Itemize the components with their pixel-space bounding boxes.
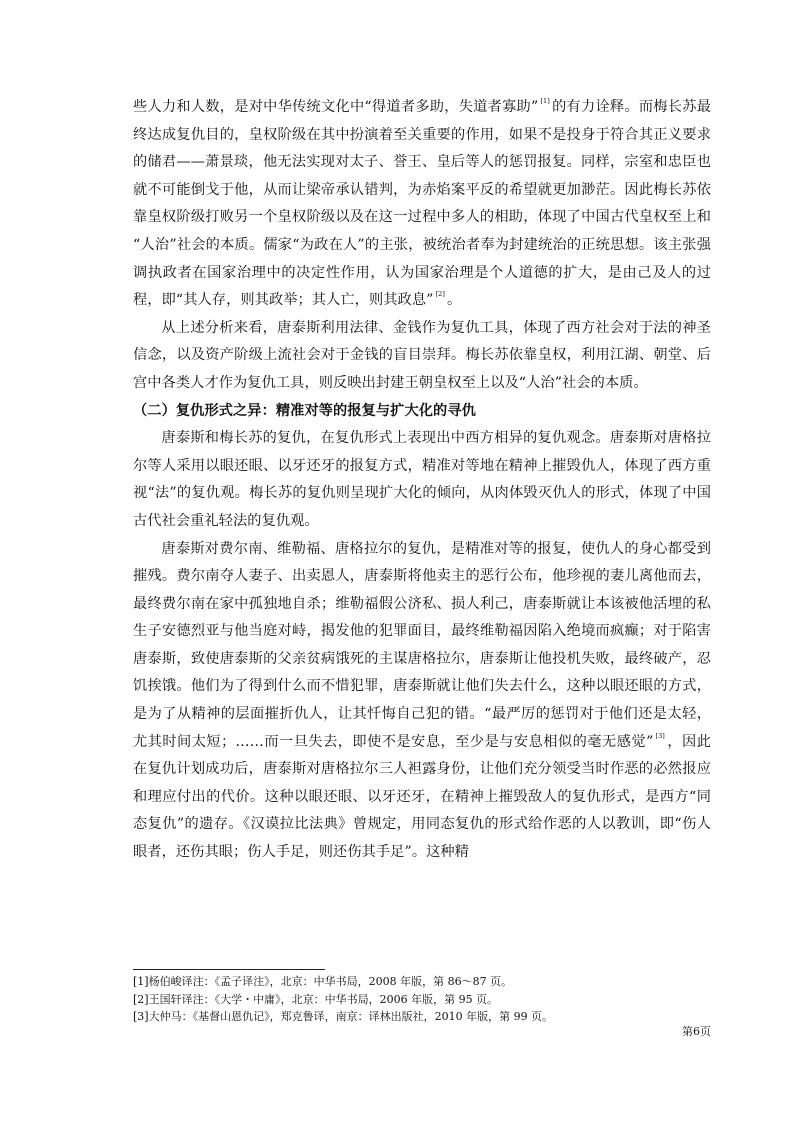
footnote-2: [2]王国轩译注：《大学・中庸》，北京：中华书局，2006 年版，第 95 页。 [133, 992, 499, 1006]
footnote-divider [133, 969, 325, 970]
paragraph-1-text-b: 的有力诠释。而梅长苏最终达成复仇目的，皇权阶级在其中扮演着至关重要的作用，如果不是投身于符合其正义要求的储君——萧景琰，他无法实现对太子、誉王、皇后等人的惩罚报复。同样，宗室和忠臣也就不可能倒戈于他，从而让梁帝承认错判，为赤焰案平反的希望就更加渺茫。因此梅长苏依靠皇权阶级打败另一个皇权阶级以及在这一过程中多人的相助，体现了中国古代皇权至上和 “人治”社会的本质。儒家“为政在人”的主张，被统治者奉为封建统治的正统思想。该主张强调执政者在国家治理中的决定性作用，认为国家治理是个人道德的扩大，是由己及人的过程，即“其人存，则其政举；其人亡，则其政息” [133, 99, 711, 309]
footnote-ref-3[interactable]: [3] [655, 731, 665, 740]
section-heading: （二）复仇形式之异：精准对等的报复与扩大化的寻仇 [133, 402, 476, 419]
paragraph-4 [133, 536, 711, 867]
paragraph-3: 唐泰斯和梅长苏的复仇，在复仇形式上表现出中西方相异的复仇观念。唐泰斯对唐格拉尔等人采用以眼还眼、以牙还牙的报复方式，精准对等地在精神上摧毁仇人，体现了西方重视“法”的复仇观。梅长苏的复仇则呈现扩大化的倾向，从肉体毁灭仇人的形式，体现了中国古代社会重礼轻法的复仇观。 [133, 430, 711, 529]
footnote-ref-2[interactable]: [2] [435, 290, 445, 299]
paragraph-2: 从上述分析来看，唐泰斯利用法律、金钱作为复仇工具，体现了西方社会对于法的神圣信念，以及资产阶级上流社会对于金钱的盲目崇拜。梅长苏依靠皇权，利用江湖、朝堂、后宫中各类人才作为复仇工具，则反映出封建王朝皇权至上以及“人治”社会的本质。 [133, 319, 711, 391]
paragraph-4-text-a: 唐泰斯对费尔南、维勒福、唐格拉尔的复仇，是精准对等的报复，使仇人的身心都受到摧残。费尔南夺人妻子、出卖恩人，唐泰斯将他卖主的恶行公布，他珍视的妻儿离他而去，最终费尔南在家中孤独地自杀；维勒福假公济私、损人利己，唐泰斯就让本该被他活埋的私生子安德烈亚与他当庭对峙，揭发他的犯罪面目，最终维勒福因陷入绝境而疯癫；对于陷害唐泰斯，致使唐泰斯的父亲贫病饿死的主谋唐格拉尔，唐泰斯让他投机失败，最终破产，忍饥挨饿。他们为了得到什么而不惜犯罪，唐泰斯就让他们失去什么，这种以眼还眼的方式，是为了从精神的层面摧折仇人，让其忏悔自己犯的错。“最严厉的惩罚对于他们还是太轻，尤其时间太短；……而一旦失去，即使不是安息，至少是与安息相似的毫无感觉” [133, 540, 711, 750]
paragraph-1-text-c: 。 [446, 292, 462, 309]
paragraph-1-text-a: 些人力和人数，是对中华传统文化中“得道者多助，失道者寡助” [133, 99, 539, 115]
body-text [133, 94, 711, 867]
page-number: 第6页 [682, 1025, 711, 1038]
footnote-1: [1]杨伯峻译注：《孟子译注》，北京：中华书局，2008 年版，第 86～87 页。 [133, 975, 513, 988]
footnote-3: [3]大仲马：《基督山恩仇记》，郑克鲁译，南京：译林出版社，2010 年版，第 99 页。 [133, 1010, 554, 1023]
paragraph-1 [133, 94, 711, 315]
footnote-ref-1[interactable]: [1] [540, 97, 550, 105]
paragraph-4-text-b: ，因此在复仇计划成功后，唐泰斯对唐格拉尔三人袒露身份，让他们充分领受当时作恶的必然报应和理应付出的代价。这种以眼还眼、以牙还牙，在精神上摧毁敌人的复仇形式，是西方“同态复仇”的遗存。《汉谟拉比法典》曾规定，用同态复仇的形式给作恶的人以教训，即“伤人眼者，还伤其眼；伤人手足，则还伤其手足”。这种精 [133, 733, 711, 861]
footnotes [133, 973, 711, 1026]
